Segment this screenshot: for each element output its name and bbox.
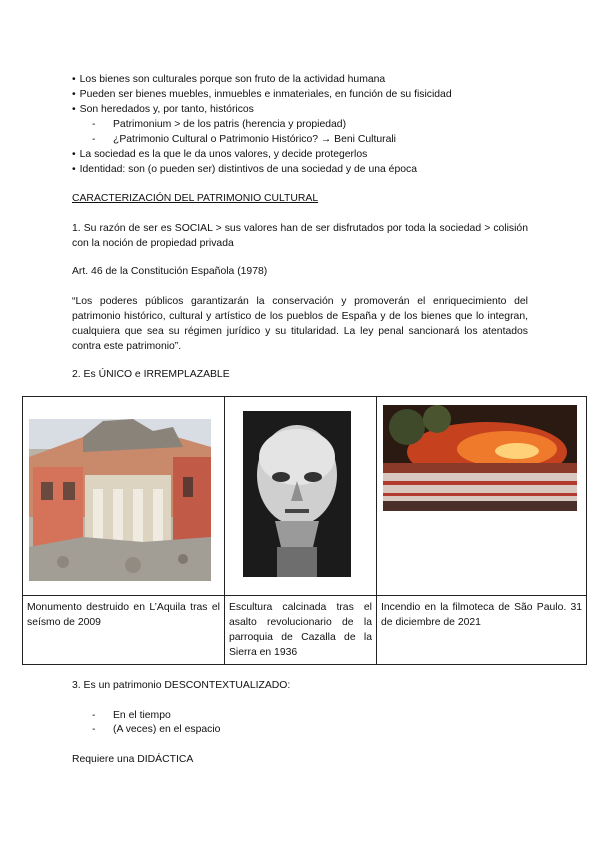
caption-cell — [225, 596, 377, 665]
closing-line: Requiere una DIDÁCTICA — [72, 754, 194, 765]
dash-marker: - — [92, 134, 96, 145]
point-3-item: En el tiempo — [113, 710, 171, 721]
image-caption: Escultura calcinada tras el asalto revolucionario de la parroquia de Cazalla de la Sierra en 1936 — [229, 602, 372, 658]
dash-marker: - — [92, 710, 96, 721]
image-cell — [23, 397, 225, 596]
point-2: 2. Es ÚNICO e IRREMPLAZABLE — [72, 369, 230, 380]
dash-marker: - — [92, 119, 96, 130]
constitution-quote: “Los poderes públicos garantizarán la conservación y promoverán el enriquecimiento del patrimonio histórico, cultural y artístico de los pueblos de España y de los bienes que lo integran, cualquiera que sea su régimen jurídico y su titularidad. La ley penal sancionará los atentados contra este patrimonio”. — [72, 296, 528, 352]
laquila-ruins-image — [23, 397, 223, 595]
bullet-item: • Los bienes son culturales porque son fruto de la actividad humana — [72, 73, 385, 87]
dash-marker: - — [92, 724, 96, 735]
sub-item: ¿Patrimonio Cultural o Patrimonio Histórico? → Beni Culturali — [113, 134, 396, 145]
bullet-item: • Pueden ser bienes muebles, inmuebles e inmateriales, en función de su fisicidad — [72, 88, 452, 102]
bullet-item: • Son heredados y, por tanto, históricos — [72, 103, 254, 117]
caption-cell — [23, 596, 225, 665]
bullet-item: • La sociedad es la que le da unos valores, y decide protegerlos — [72, 148, 367, 162]
burned-sculpture-image — [225, 397, 375, 595]
sub-item: Patrimonium > de los patris (herencia y propiedad) — [113, 119, 347, 130]
bullet-item: • Identidad: son (o pueden ser) distintivos de una sociedad y de una época — [72, 163, 417, 177]
image-cell — [225, 397, 377, 596]
article-reference: Art. 46 de la Constitución Española (1978) — [72, 266, 268, 277]
image-table — [22, 396, 587, 665]
image-caption: Monumento destruido en L’Aquila tras el seísmo de 2009 — [27, 602, 220, 628]
point-3-item: (A veces) en el espacio — [113, 724, 221, 735]
caption-cell — [377, 596, 587, 665]
image-cell — [377, 397, 587, 596]
image-caption: Incendio en la filmoteca de São Paulo. 31 de diciembre de 2021 — [381, 602, 582, 628]
section-heading: CARACTERIZACIÓN DEL PATRIMONIO CULTURAL — [72, 193, 319, 204]
film-archive-fire-image — [377, 397, 585, 595]
point-1: 1. Su razón de ser es SOCIAL > sus valores han de ser disfrutados por toda la sociedad > colisión con la noción de propiedad privada — [72, 223, 528, 249]
point-3: 3. Es un patrimonio DESCONTEXTUALIZADO: — [72, 680, 291, 691]
